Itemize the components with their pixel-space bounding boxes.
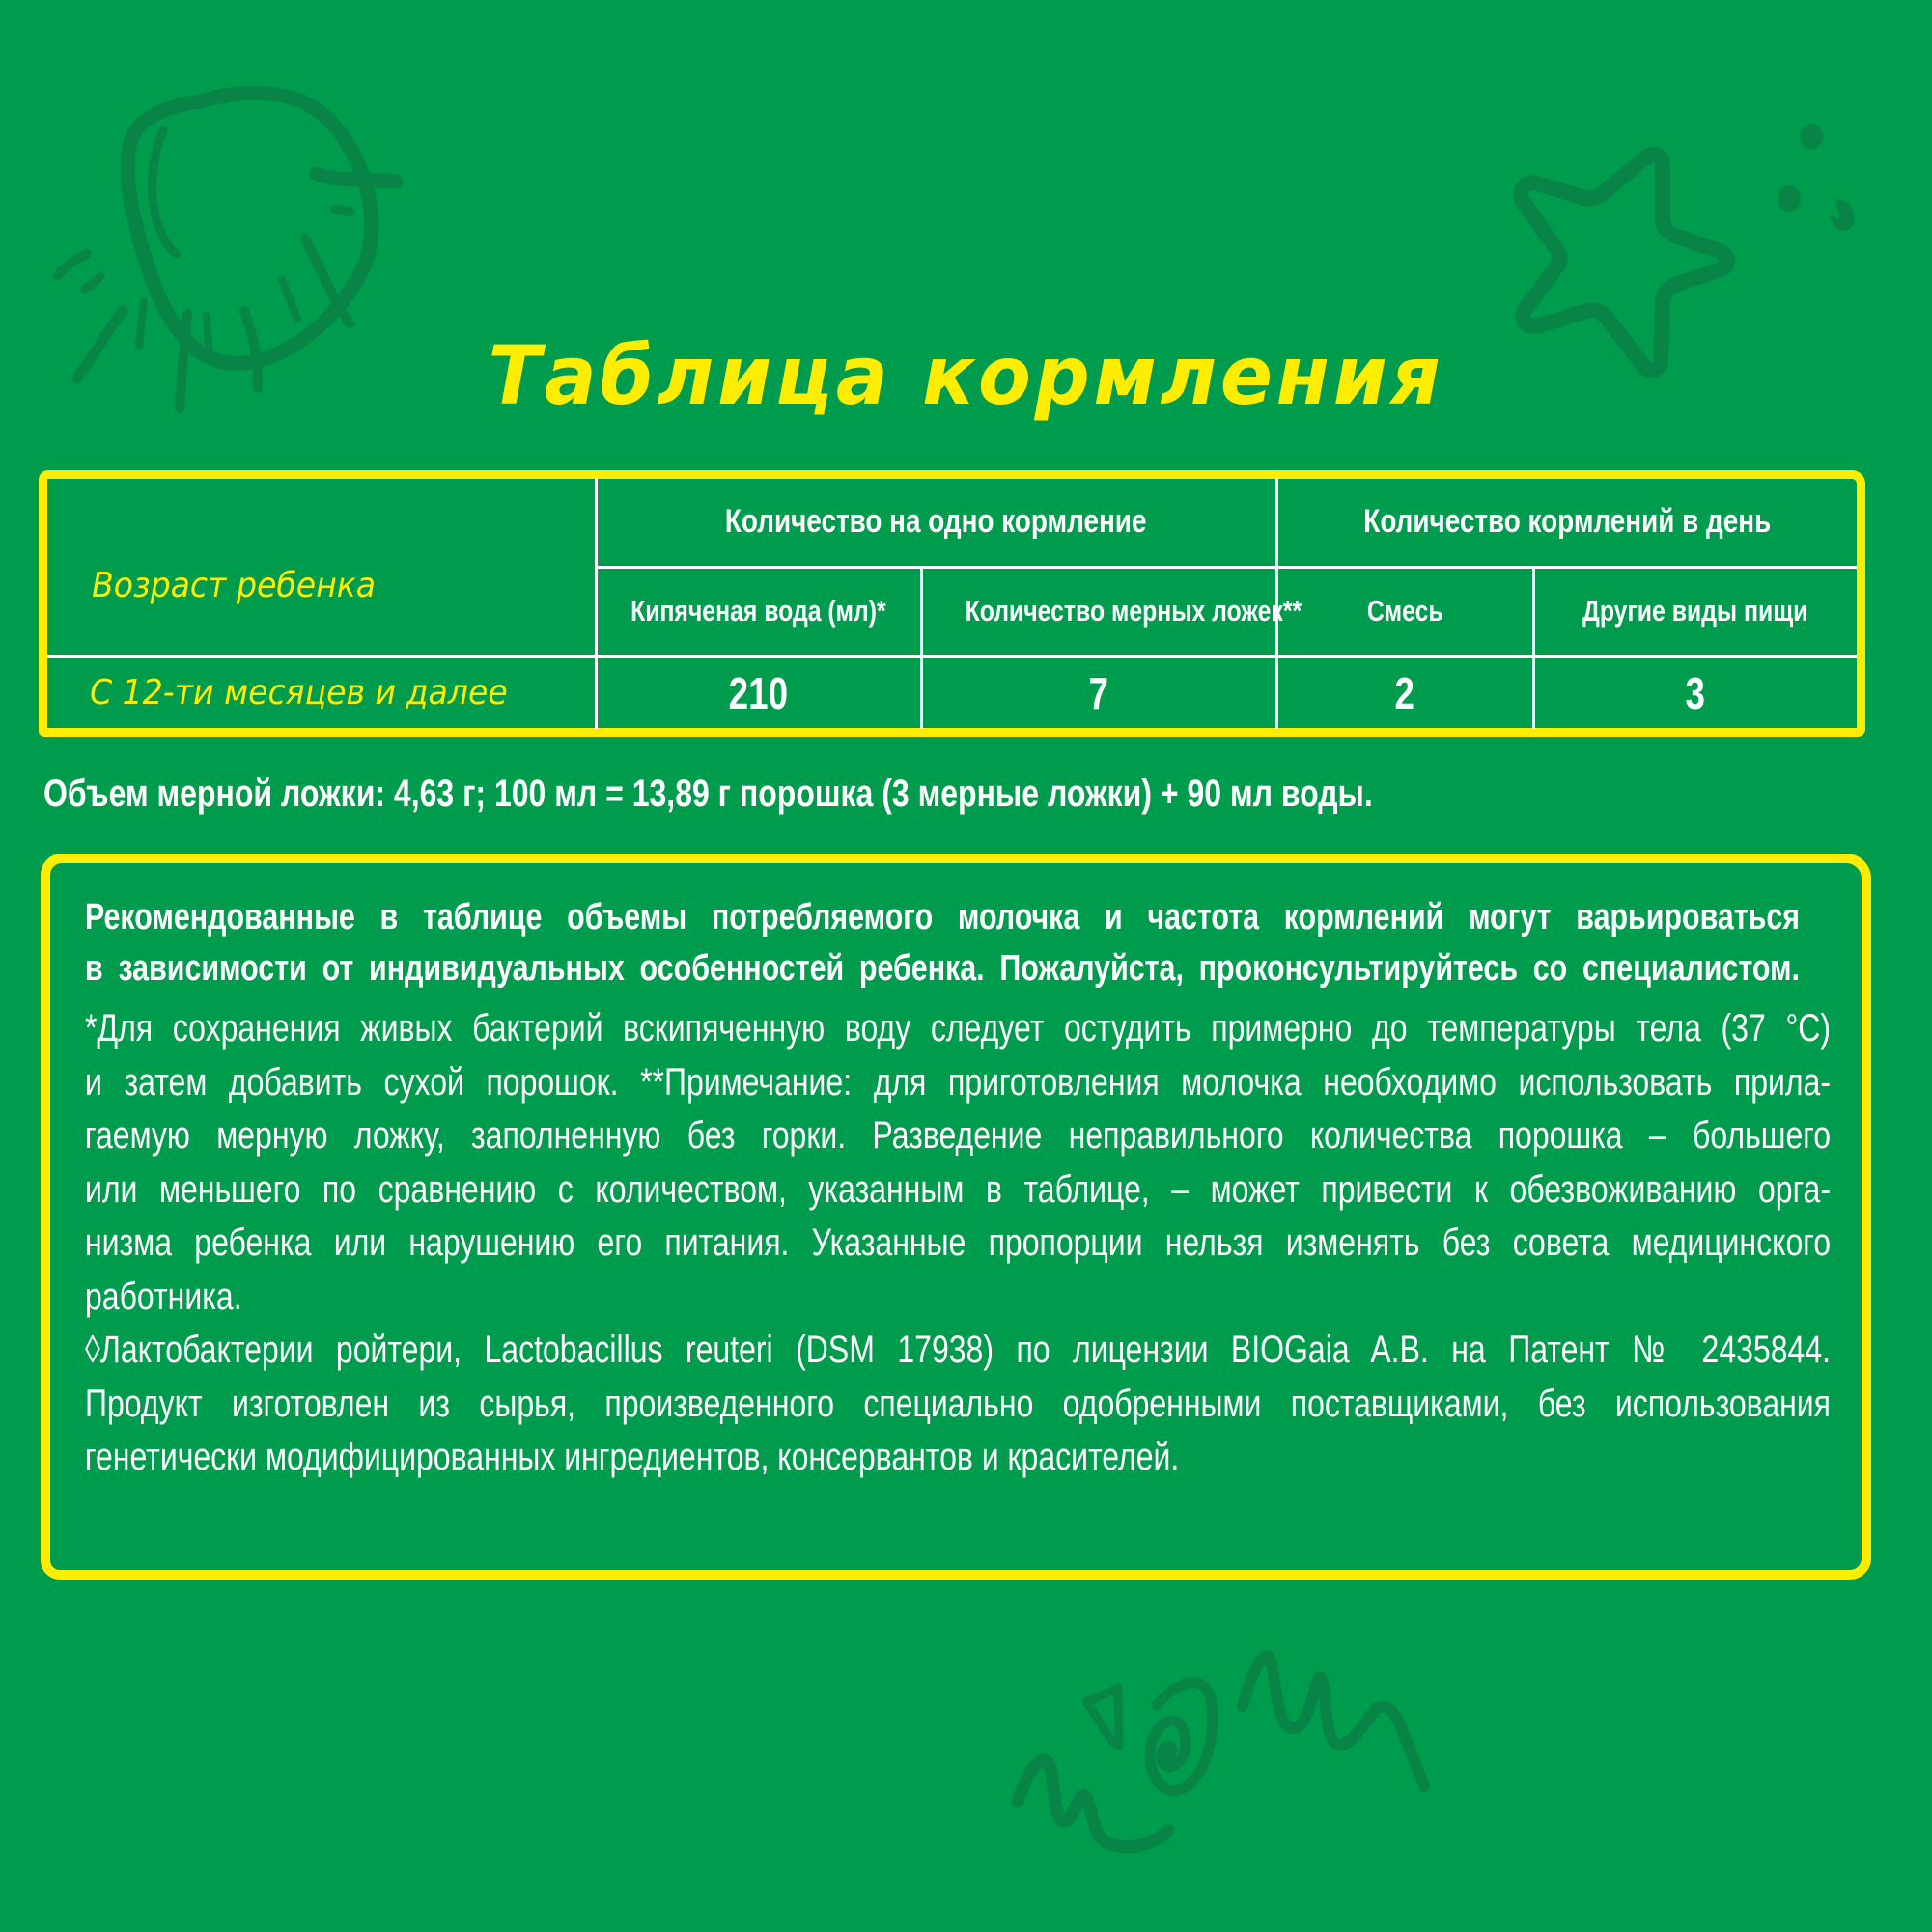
subheader-formula: Смесь [1276,567,1533,656]
table-row [47,656,1857,729]
subheader-scoops: Количество мерных ложек** [921,567,1276,656]
ingredients-note: Продукт изготовлен из сырья, произведенного специально одобренными поставщиками, без использования [85,1382,1831,1425]
page-title: Таблица кормления [488,328,1444,423]
recommendation-text: Рекомендованные в таблице объемы потребляемого молочка и частота кормлений могут варьироваться в зависимости от индивидуальных особенностей ребенка. Пожалуйста, проконсультируйтесь со специалистом. [85,897,1800,989]
subheader-other-food: Другие виды пищи [1533,567,1857,656]
spiral-doodle-icon [1150,1683,1213,1791]
squiggle-doodle-icon [1018,1760,1168,1847]
age-header-cell [47,478,596,656]
group-header-feedings-per-day: Количество кормлений в день [1276,478,1857,567]
triangle-doodle-icon [1086,1688,1119,1746]
formula-feedings-value: 2 [1276,656,1533,729]
scoop-volume-info: Объем мерной ложки: 4,63 г; 100 мл = 13,89 г порошка (3 мерные ложки) + 90 мл воды. [43,772,1373,815]
subheader-boiled-water: Кипяченая вода (мл)* [596,567,921,656]
dots-doodle-icon [1778,124,1854,231]
age-header: Возраст ребенка [92,565,377,605]
notes-block [85,892,1833,1485]
footnotes-text: *Для сохранения живых бактерий вскипяченную воду следует остудить примерно до температуры тела (37 °C) и затем добавить сухой порошок. **Примечание: для приготовления молочка необходимо использовать прила- гаемую мерную ложку, заполненную без горки. Разведение неправильного количества порошка – большего или меньшего по сравнению с количеством, указанным в таблице, – может привести к обезвоживанию орга- низма ребенка или нарушению его питания. Указанные пропорции нельзя изменять без совета медицинского работника. ◊Лактобактерии ройтери, Lactobacillus reuteri (DSM 17938) по лицензии BIOGaia A.B. на Патент № 2435844. Продукт изготовлен из сырья, произведенного специально одобренными поставщиками, без использования генетически модифицированных ингредиентов, консервантов и красителей. [85,1007,1831,1478]
other-food-value: 3 [1533,656,1857,729]
age-value: С 12-ти месяцев и далее [47,656,596,729]
zigzag-doodle-icon [1243,1656,1424,1786]
scoops-value: 7 [921,656,1276,729]
water-ml-value: 210 [596,656,921,729]
probiotic-license-note: ◊Лактобактерии ройтери, Lactobacillus reuteri (DSM 17938) по лицензии BIOGaia A.B. на Патент № 2435844. [85,1329,1831,1371]
group-header-per-feeding: Количество на одно кормление [596,478,1276,567]
feeding-table [47,478,1857,729]
